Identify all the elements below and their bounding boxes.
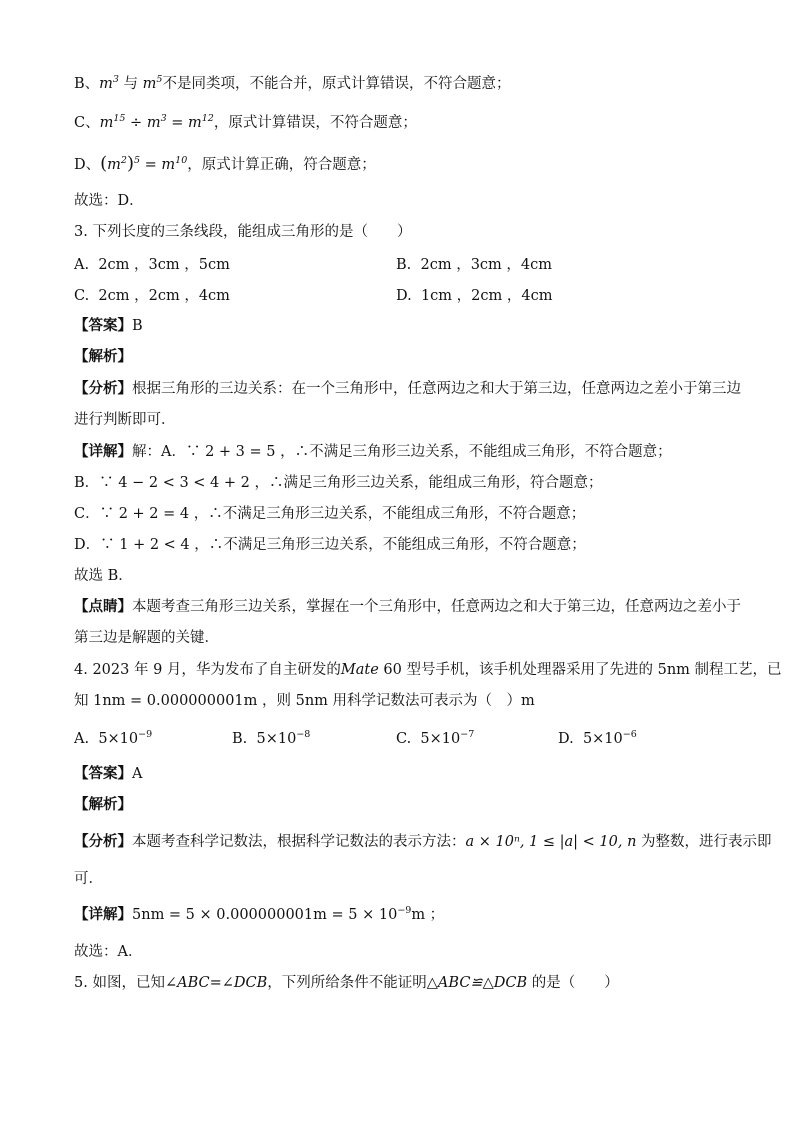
q3-analysis-line-1: 【分析】根据三角形的三边关系：在一个三角形中，任意两边之和大于第三边，任意两边之差小于第三边 bbox=[74, 380, 741, 397]
q4-stem-line-2: 知 1nm = 0.000000001m ，则 5nm 用科学记数法可表示为（ ）m bbox=[74, 693, 535, 709]
q3-comment-line-2: 第三边是解题的关键． bbox=[74, 630, 219, 646]
prev-conclusion: 故选：D． bbox=[74, 193, 144, 209]
q4-jiexi: 【解析】 bbox=[74, 796, 132, 813]
q4-detail: 【详解】$5nm = 5 \times 0.000000001m = 5 \times 10^{-9}m$ ； bbox=[74, 905, 445, 923]
q4-option-d: D. $5\times 10^{-6}$ bbox=[558, 729, 637, 747]
q3-stem: 3. 下列长度的三条线段，能组成三角形的是（ ） bbox=[74, 224, 412, 240]
math-expr: $m^{15} \div m^3 = m^{12}$ bbox=[99, 113, 214, 131]
q4-option-b: B. $5\times 10^{-8}$ bbox=[232, 729, 311, 747]
q3-option-c: C. 2cm ，2cm ，4cm bbox=[74, 288, 230, 304]
q3-detail-line-2: B．∵ 4 − 2 < 3 < 4 + 2 ，∴满足三角形三边关系，能组成三角形，符合题意； bbox=[74, 475, 603, 491]
q3-jiexi: 【解析】 bbox=[74, 348, 132, 365]
q3-detail-line-4: D．∵ 1 + 2 < 4 ，∴不满足三角形三边关系，不能组成三角形，不符合题意； bbox=[74, 537, 586, 553]
q4-option-a: A. $5\times 10^{-9}$ bbox=[74, 729, 153, 747]
q3-option-a: A. 2cm ，3cm ，5cm bbox=[74, 257, 230, 273]
q4-option-c: C. $5\times 10^{-7}$ bbox=[396, 729, 475, 747]
q3-answer: 【答案】B bbox=[74, 317, 143, 334]
q3-option-b: B. 2cm ，3cm ，4cm bbox=[396, 257, 552, 273]
math-expr: $m^5$ bbox=[142, 74, 163, 92]
q4-analysis-line-2: 可． bbox=[74, 871, 103, 887]
q4-conclusion: 故选：A． bbox=[74, 944, 143, 960]
q4-answer: 【答案】A bbox=[74, 765, 143, 782]
q4-analysis-line-1: 【分析】本题考查科学记数法，根据科学记数法的表示方法：a × 10ⁿ, 1 ≤ |a| < 10, n 为整数，进行表示即 bbox=[74, 833, 772, 850]
math-expr: a × 10ⁿ, 1 ≤ |a| < 10, n bbox=[465, 834, 637, 850]
q3-conclusion: 故选 B． bbox=[74, 568, 133, 584]
q3-option-d: D. 1cm ，2cm ，4cm bbox=[396, 288, 553, 304]
q5-stem: 5. 如图，已知∠ABC=∠DCB，下列所给条件不能证明△ABC≌△DCB 的是（ ） bbox=[74, 975, 619, 991]
q4-stem-line-1: 4. 2023 年 9 月，华为发布了自主研发的Mate 60 型号手机，该手机处理器采用了先进的 5nm 制程工艺，已 bbox=[74, 662, 782, 678]
prev-line-c: C、$m^{15} \div m^3 = m^{12}$，原式计算错误，不符合题意； bbox=[74, 113, 417, 131]
q3-detail-line-1: 【详解】解：A．∵ 2 + 3 = 5 ，∴不满足三角形三边关系，不能组成三角形，不符合题意； bbox=[74, 443, 672, 460]
math-expr: $(m^2)^5 = m^{10}$ bbox=[100, 153, 188, 174]
prev-line-b: B、$m^3$ 与 $m^5$不是同类项，不能合并，原式计算错误，不符合题意； bbox=[74, 74, 511, 92]
q3-detail-line-3: C．∵ 2 + 2 = 4 ，∴不满足三角形三边关系，不能组成三角形，不符合题意； bbox=[74, 506, 586, 522]
math-expr: $m^3$ bbox=[99, 74, 119, 92]
q3-comment-line-1: 【点睛】本题考查三角形三边关系，掌握在一个三角形中，任意两边之和大于第三边，任意两边之差小于 bbox=[74, 598, 741, 615]
q3-analysis-line-2: 进行判断即可． bbox=[74, 412, 176, 428]
prev-line-d: D、$(m^2)^5 = m^{10}$，原式计算正确，符合题意； bbox=[74, 153, 376, 174]
